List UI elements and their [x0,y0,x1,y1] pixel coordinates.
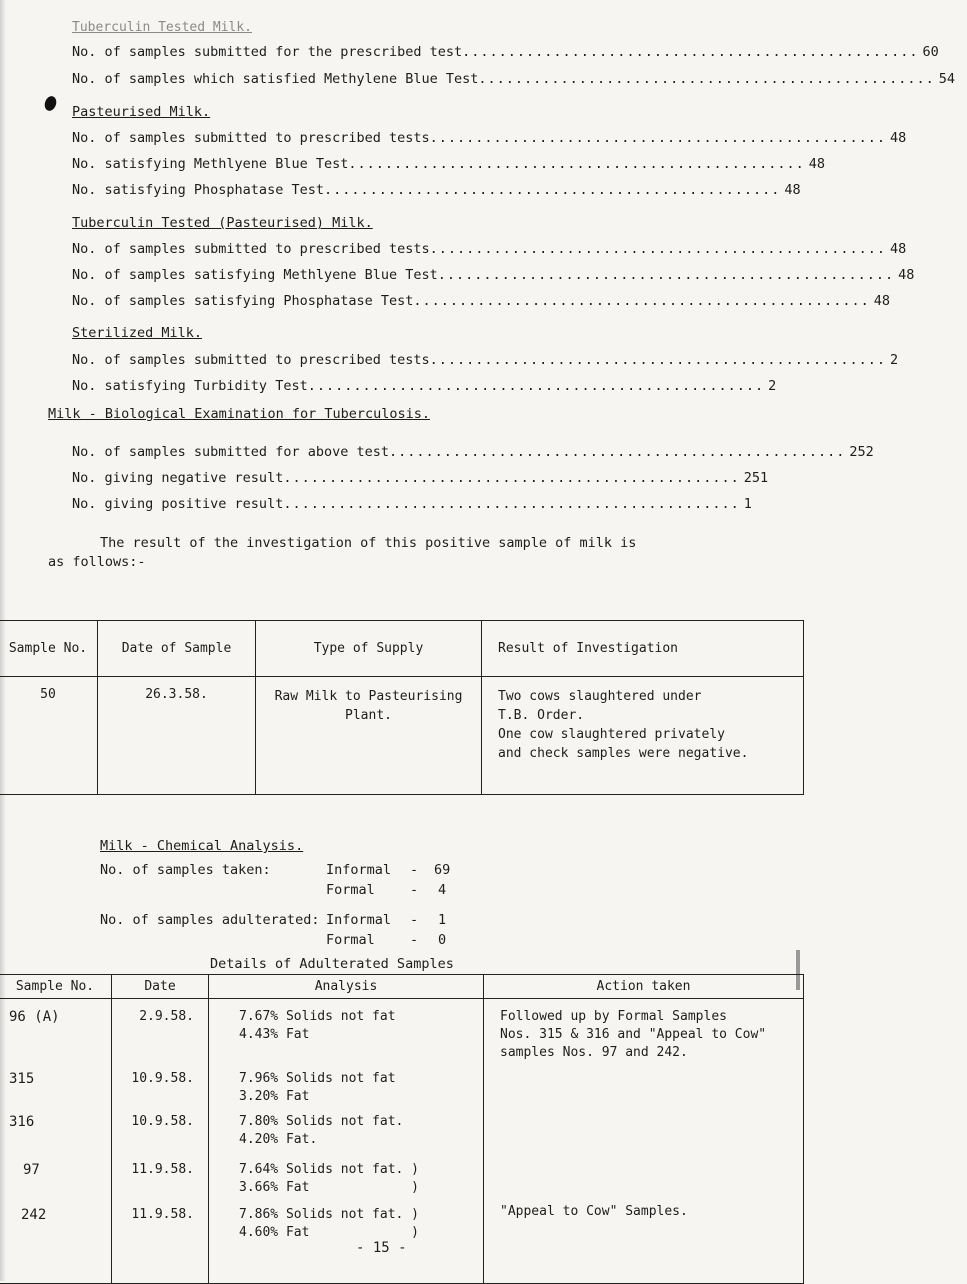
analysis-line: 7.96% Solids not fat [239,1071,396,1086]
paragraph-line: The result of the investigation of this positive sample of milk is [100,535,637,551]
analysis-column [209,999,484,1284]
analysis-line: 3.66% Fat ) [239,1180,420,1195]
column-header: Result of Investigation [482,621,804,677]
sample-column [0,999,112,1284]
adult-informal-value: 1 [438,912,447,928]
analysis-line: 3.20% Fat [239,1089,310,1104]
taken-formal-value: 4 [438,882,447,898]
analysis-line: 7.64% Solids not fat. ) [239,1162,420,1177]
taken-informal-value: 69 [434,862,451,878]
section-heading: Tuberculin Tested (Pasteurised) Milk. [72,215,373,231]
informal-label: Informal [326,862,392,878]
stat-row: No. satisfying Turbidity Test .................................................. 2 [72,378,777,394]
stat-row: No. giving positive result .................................................. 1 [72,496,752,512]
sample-no: 316 [9,1114,35,1130]
paragraph-line: as follows:- [48,554,146,570]
sample-no: 97 [23,1162,40,1178]
stat-row: No. of samples submitted for above test .................................................. 252 [72,444,874,460]
supply-cell: Raw Milk to Pasteurising Plant. [256,677,482,795]
stat-row: No. of samples submitted to prescribed tests .................................................. 48 [72,241,907,257]
page-number: - 15 - [352,1240,411,1256]
stat-row: No. of samples submitted to prescribed tests .................................................. 2 [72,352,899,368]
table-header-row [0,621,804,677]
date-cell: 26.3.58. [98,677,256,795]
action-line: Nos. 315 & 316 and "Appeal to Cow" [500,1027,767,1042]
stat-row: No. of samples which satisfied Methylene Blue Test .................................................. 54 [72,71,956,87]
column-header: Date [112,975,209,999]
analysis-line: 4.43% Fat [239,1027,310,1042]
stat-row: No. giving negative result .................................................. 251 [72,470,769,486]
stat-row: No. of samples satisfying Phosphatase Test .................................................. 48 [72,293,891,309]
section-heading: Milk - Biological Examination for Tuberculosis. [48,406,431,422]
sample-date: 10.9.58. [131,1114,194,1129]
table-header-row [0,975,804,999]
section-heading: Sterilized Milk. [72,325,203,341]
adulterated-table [0,974,804,1284]
action-line: samples Nos. 97 and 242. [500,1045,688,1060]
sample-date: 10.9.58. [131,1071,194,1086]
details-heading: Details of Adulterated Samples [210,956,454,972]
analysis-line: 7.86% Solids not fat. ) [239,1207,420,1222]
analysis-line: 7.80% Solids not fat. [239,1114,404,1129]
section-heading: Milk - Chemical Analysis. [100,838,304,854]
sample-cell: 50 [0,677,98,795]
column-header: Date of Sample [98,621,256,677]
stat-row: No. satisfying Methlyene Blue Test .................................................. 48 [72,156,825,172]
informal-label: Informal [326,912,392,928]
section-title: Tuberculin Tested Milk. [72,20,253,35]
formal-label: Formal [326,882,375,898]
section-heading: Pasteurised Milk. [72,104,211,120]
analysis-line: 7.67% Solids not fat [239,1009,396,1024]
sample-date: 11.9.58. [131,1162,194,1177]
sample-date: 11.9.58. [131,1207,194,1222]
punch-hole [43,95,58,113]
taken-label: No. of samples taken: [100,862,271,878]
analysis-line: 4.60% Fat ) [239,1225,420,1240]
action-line: Followed up by Formal Samples [500,1009,727,1024]
stat-row: No. satisfying Phosphatase Test .................................................. 48 [72,182,801,198]
stat-row: No. of samples submitted to prescribed tests .................................................. 48 [72,130,907,146]
analysis-line: 4.20% Fat. [239,1132,318,1147]
result-cell: Two cows slaughtered under T.B. Order. One cow slaughtered privately and check samples were negative. [482,677,804,795]
sample-no: 96 (A) [9,1009,60,1025]
sample-no: 315 [9,1071,35,1087]
column-header: Sample No. [0,621,98,677]
date-column [112,999,209,1284]
formal-label: Formal [326,932,375,948]
sample-no: 242 [21,1207,47,1223]
column-header: Analysis [209,975,484,999]
table-row [0,677,804,795]
column-header: Sample No. [0,975,112,999]
adult-formal-value: 0 [438,932,447,948]
column-header: Action taken [484,975,804,999]
action-line: "Appeal to Cow" Samples. [500,1204,688,1219]
column-header: Type of Supply [256,621,482,677]
adulterated-label: No. of samples adulterated: [100,912,320,928]
sample-date: 2.9.58. [139,1009,194,1024]
stat-row: No. of samples submitted for the prescribed test .................................................. 60 [72,44,939,60]
action-column [484,999,804,1284]
positive-sample-table [0,620,804,795]
stat-row: No. of samples satisfying Methlyene Blue Test .................................................. 48 [72,267,915,283]
